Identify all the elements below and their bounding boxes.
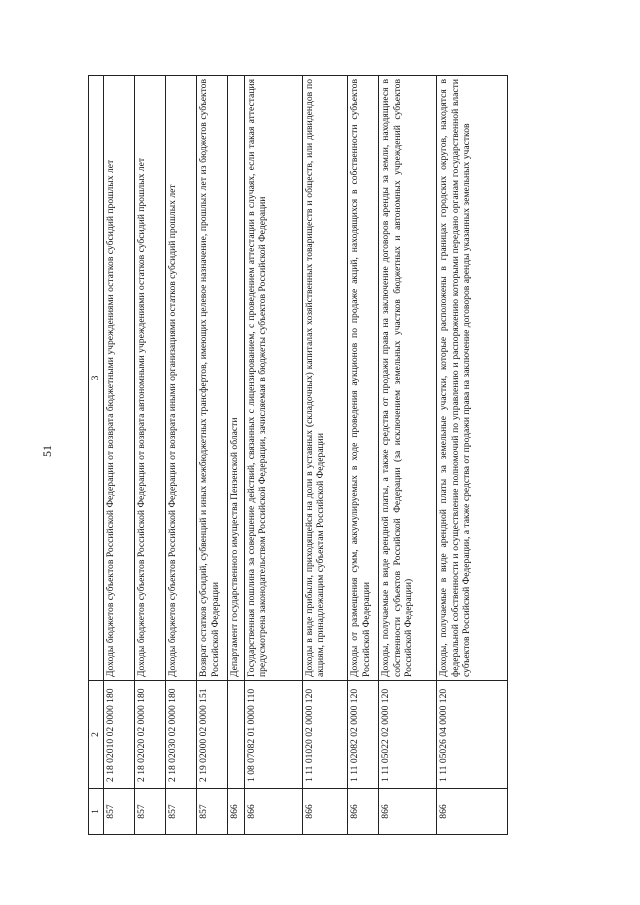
revenue-name-cell: Доходы бюджетов субъектов Российской Федерации от возврата иными организациями остатков субсидий прошлых лет — [166, 76, 197, 681]
revenue-name-cell: Доходы бюджетов субъектов Российской Федерации от возврата бюджетными учреждениями остатков субсидий прошлых лет — [104, 76, 135, 681]
budget-code-cell: 1 11 01020 02 0000 120 — [302, 681, 348, 789]
table-row — [228, 76, 245, 835]
admin-code-cell: 857 — [166, 789, 197, 835]
revenue-name-cell: Государственная пошлина за совершение действий, связанных с лицензированием, с проведением аттестации в случаях, если такая аттестация предусмотрена законодательством Российской Федерации, зачисляемая в бюджеты субъектов Российской Федерации — [244, 76, 302, 681]
budget-code-cell: 1 08 07082 01 0000 110 — [244, 681, 302, 789]
revenue-name-cell: Доходы бюджетов субъектов Российской Федерации от возврата автономными учреждениями остатков субсидий прошлых лет — [135, 76, 166, 681]
admin-code-cell: 857 — [197, 789, 228, 835]
table-row — [135, 76, 166, 835]
table-row — [244, 76, 302, 835]
revenue-name-cell: Доходы от размещения сумм, аккумулируемых в ходе проведения аукционов по продаже акций, находящихся в собственности субъектов Российской Федерации — [348, 76, 379, 681]
page-number: 51 — [40, 445, 54, 457]
table-row — [379, 76, 437, 835]
column-header-1: 1 — [89, 789, 104, 835]
admin-code-cell: 866 — [302, 789, 348, 835]
admin-code-cell: 866 — [244, 789, 302, 835]
table-row — [302, 76, 348, 835]
budget-code-cell: 1 11 05026 04 0000 120 — [437, 681, 508, 789]
section-heading-cell: Департамент государственного имущества Пензенской области — [228, 76, 245, 681]
revenue-name-cell: Доходы, получаемые в виде арендной платы за земельные участки, которые расположены в границах городских округов, находятся в федеральной собственности и осуществление полномочий по управлению и распоряжению которыми передано органам государственной власти субъектов Российской Федерации, а также средства от продажи права на заключение договоров аренды указанных земельных участков — [437, 76, 508, 681]
table-row — [197, 76, 228, 835]
admin-code-cell: 866 — [379, 789, 437, 835]
table-row — [437, 76, 508, 835]
revenue-name-cell: Доходы, получаемые в виде арендной платы, а также средства от продажи права на заключение договоров аренды за земли, находящиеся в собственности субъектов Российской Федерации (за исключением земельных участков бюджетных и автономных учреждений субъектов Российской Федерации) — [379, 76, 437, 681]
table-header-row — [89, 76, 104, 835]
admin-code-cell: 866 — [228, 789, 245, 835]
revenue-name-cell: Возврат остатков субсидий, субвенций и иных межбюджетных трансфертов, имеющих целевое назначение, прошлых лет из бюджетов субъектов Российской Федерации — [197, 76, 228, 681]
budget-code-cell: 1 11 02082 02 0000 120 — [348, 681, 379, 789]
table-row — [348, 76, 379, 835]
admin-code-cell: 857 — [135, 789, 166, 835]
budget-code-cell: 2 18 02010 02 0000 180 — [104, 681, 135, 789]
column-header-2: 2 — [89, 681, 104, 789]
admin-code-cell: 866 — [437, 789, 508, 835]
revenue-name-cell: Доходы в виде прибыли, приходящейся на доли в уставных (складочных) капиталах хозяйственных товариществ и обществ, или дивидендов по акциям, принадлежащим субъектам Российской Федерации — [302, 76, 348, 681]
rotated-table-area — [88, 75, 508, 835]
budget-code-cell: 2 18 02030 02 0000 180 — [166, 681, 197, 789]
table-row — [104, 76, 135, 835]
budget-code-cell: 2 19 02000 02 0000 151 — [197, 681, 228, 789]
admin-code-cell: 857 — [104, 789, 135, 835]
table-row — [166, 76, 197, 835]
table-frame — [88, 75, 508, 835]
column-header-3: 3 — [89, 76, 104, 681]
budget-code-cell: 2 18 02020 02 0000 180 — [135, 681, 166, 789]
admin-code-cell: 866 — [348, 789, 379, 835]
budget-code-cell: 1 11 05022 02 0000 120 — [379, 681, 437, 789]
revenue-table — [88, 75, 508, 835]
budget-code-cell — [228, 681, 245, 789]
